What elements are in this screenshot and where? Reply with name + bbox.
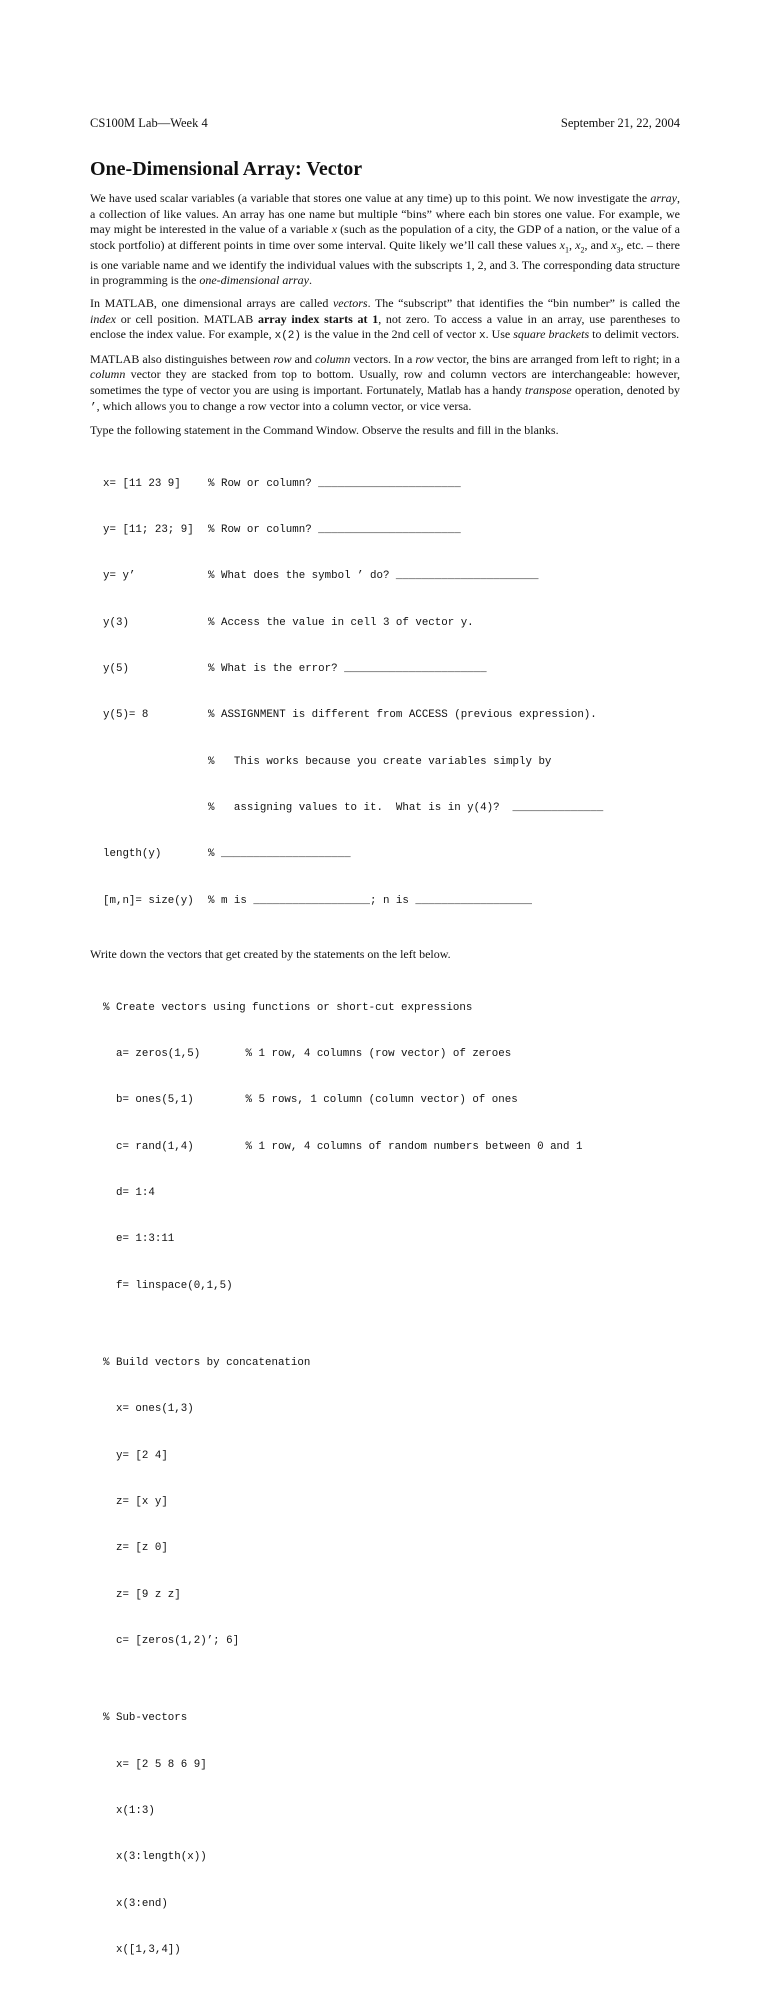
- command-row: y(3) % Access the value in cell 3 of vector y.: [103, 616, 474, 629]
- code-line: x([1,3,4]): [103, 1943, 181, 1956]
- paragraph-row-column: MATLAB also distinguishes between row and column vectors. In a row vector, the bins are arranged from left to right; in a column vector they are stacked from top to bottom. Usually, row and column vectors are interchangeable: however, sometimes the type of vector you are using is important. Fortunately, Matlab has a handy transpose operation, denoted by ’, which allows you to change a row vector into a column vector, or vice versa.: [90, 351, 681, 414]
- course-label: CS100M Lab—Week 4: [90, 116, 208, 130]
- code-line: d= 1:4: [103, 1186, 155, 1199]
- paragraph-instructions: Type the following statement in the Command Window. Observe the results and fill in the blanks.: [90, 423, 559, 438]
- code-line: c= rand(1,4) % 1 row, 4 columns of random numbers between 0 and 1: [103, 1140, 583, 1153]
- code-line: a= zeros(1,5) % 1 row, 4 columns (row vector) of zeroes: [103, 1047, 512, 1060]
- command-row: x= [11 23 9] % Row or column? ______________________: [103, 477, 461, 490]
- code-line: b= ones(5,1) % 5 rows, 1 column (column vector) of ones: [103, 1094, 518, 1107]
- command-row: y= [11; 23; 9] % Row or column? ______________________: [103, 523, 461, 536]
- code-line: y= [2 4]: [103, 1449, 168, 1462]
- paragraph-arrays-intro: We have used scalar variables (a variable that stores one value at any time) up to this point. We now investigate the array, a collection of like values. An array has one name but multiple “bins” where each bin stores one value. For example, we may might be interested in the value of a variable x (such as the population of a city, the GDP of a nation, or the value of a stock portfolio) at different points in time over some interval. Quite likely we’ll call these values $x_1$, $x_2$, and $x_3$, etc. – there is one variable name and we identify the individual values with the subscripts 1, 2, and 3. The corresponding data structure in programming is the one-dimensional array.: [90, 191, 681, 288]
- command-row: y= y’ % What does the symbol ’ do? ______________________: [103, 570, 539, 583]
- code-line: z= [9 z z]: [103, 1588, 181, 1601]
- code-line: f= linspace(0,1,5): [103, 1279, 233, 1292]
- code-line: x= [2 5 8 6 9]: [103, 1758, 207, 1771]
- paragraph-matlab-vectors: In MATLAB, one dimensional arrays are called vectors. The “subscript” that identifies the “bin number” is called the index or cell position. MATLAB array index starts at 1, not zero. To access a value in an array, use parentheses to enclose the index value. For example, x(2) is the value in the 2nd cell of vector x. Use square brackets to delimit vectors.: [90, 295, 680, 343]
- command-row: % This works because you create variables simply by: [208, 755, 552, 768]
- code-line: x(3:end): [103, 1897, 168, 1910]
- command-row: y(5) % What is the error? ______________________: [103, 662, 487, 675]
- command-row: [m,n]= size(y) % m is __________________; n is __________________: [103, 894, 532, 907]
- command-row: length(y) % ____________________: [103, 848, 351, 861]
- code-line: z= [x y]: [103, 1495, 168, 1508]
- command-row: % assigning values to it. What is in y(4)? ______________: [208, 802, 604, 815]
- code-line: e= 1:3:11: [103, 1233, 175, 1246]
- command-row: y(5)= 8 % ASSIGNMENT is different from ACCESS (previous expression).: [103, 709, 597, 722]
- code-line: c= [zeros(1,2)’; 6]: [103, 1634, 240, 1647]
- document-body: [90, 191, 680, 1989]
- date-label: September 21, 22, 2004: [560, 116, 680, 130]
- command-table: [103, 446, 680, 940]
- code-comment-header: % Create vectors using functions or short-cut expressions: [103, 1001, 473, 1014]
- code-line: x(1:3): [103, 1804, 155, 1817]
- code-comment-header: % Sub-vectors: [103, 1712, 188, 1725]
- code-comment-header: % Build vectors by concatenation: [103, 1356, 311, 1369]
- code-line: x= ones(1,3): [103, 1403, 194, 1416]
- paragraph-write-down: Write down the vectors that get created by the statements on the left below.: [90, 947, 451, 962]
- code-line: z= [z 0]: [103, 1542, 168, 1555]
- code-block-create-vectors: [103, 970, 680, 1989]
- section-title: One-Dimensional Array: Vector: [90, 158, 363, 180]
- code-line: x(3:length(x)): [103, 1851, 207, 1864]
